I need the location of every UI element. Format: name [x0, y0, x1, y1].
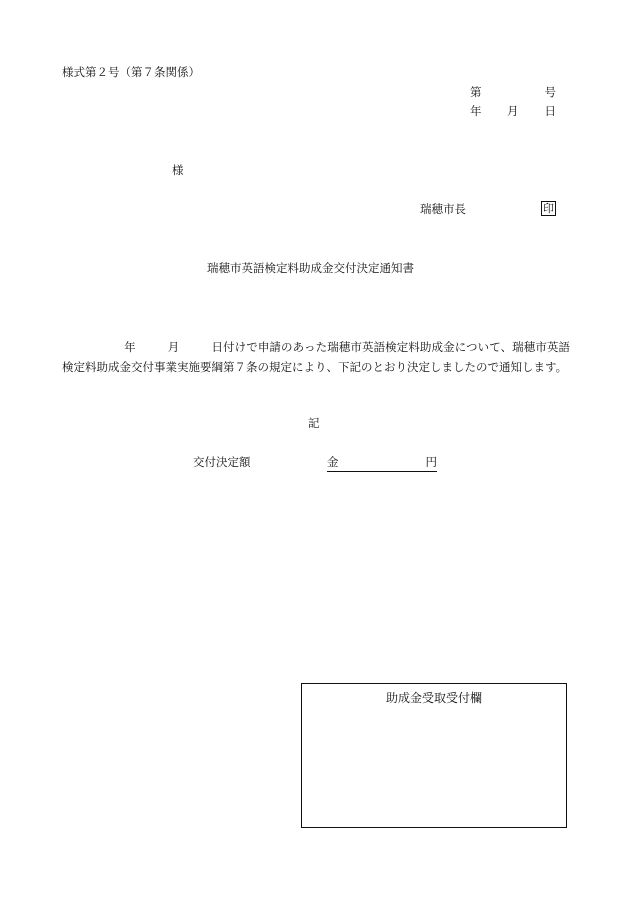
body-month: 月 [167, 340, 180, 354]
amount-prefix: 金 [327, 455, 339, 469]
body-paragraph [62, 337, 570, 377]
doc-number-prefix: 第 [470, 85, 482, 99]
issuer-name: 瑞穂市長 [420, 202, 466, 216]
document-title: 瑞穂市英語検定料助成金交付決定通知書 [207, 261, 414, 275]
ki-heading: 記 [308, 416, 320, 430]
amount-label: 交付決定額 [193, 455, 251, 469]
doc-number-suffix: 号 [544, 85, 556, 99]
date-year: 年 [470, 104, 482, 118]
amount-suffix: 円 [425, 455, 437, 469]
body-text: 日付けで申請のあった瑞穂市英語検定料助成金について、瑞穂市英語検定料助成金交付事業実施要綱第７条の規定により、下記のとおり決定しましたので通知します。 [62, 340, 571, 374]
date-month: 月 [507, 104, 519, 118]
seal-mark: 印 [543, 202, 554, 215]
form-number-label: 様式第２号（第７条関係） [62, 65, 200, 79]
receipt-box-label: 助成金受取受付欄 [385, 691, 482, 705]
receipt-box [301, 683, 567, 828]
date-day: 日 [544, 104, 556, 118]
body-year: 年 [124, 340, 136, 354]
recipient-suffix: 様 [172, 163, 184, 177]
amount-field [327, 457, 437, 472]
